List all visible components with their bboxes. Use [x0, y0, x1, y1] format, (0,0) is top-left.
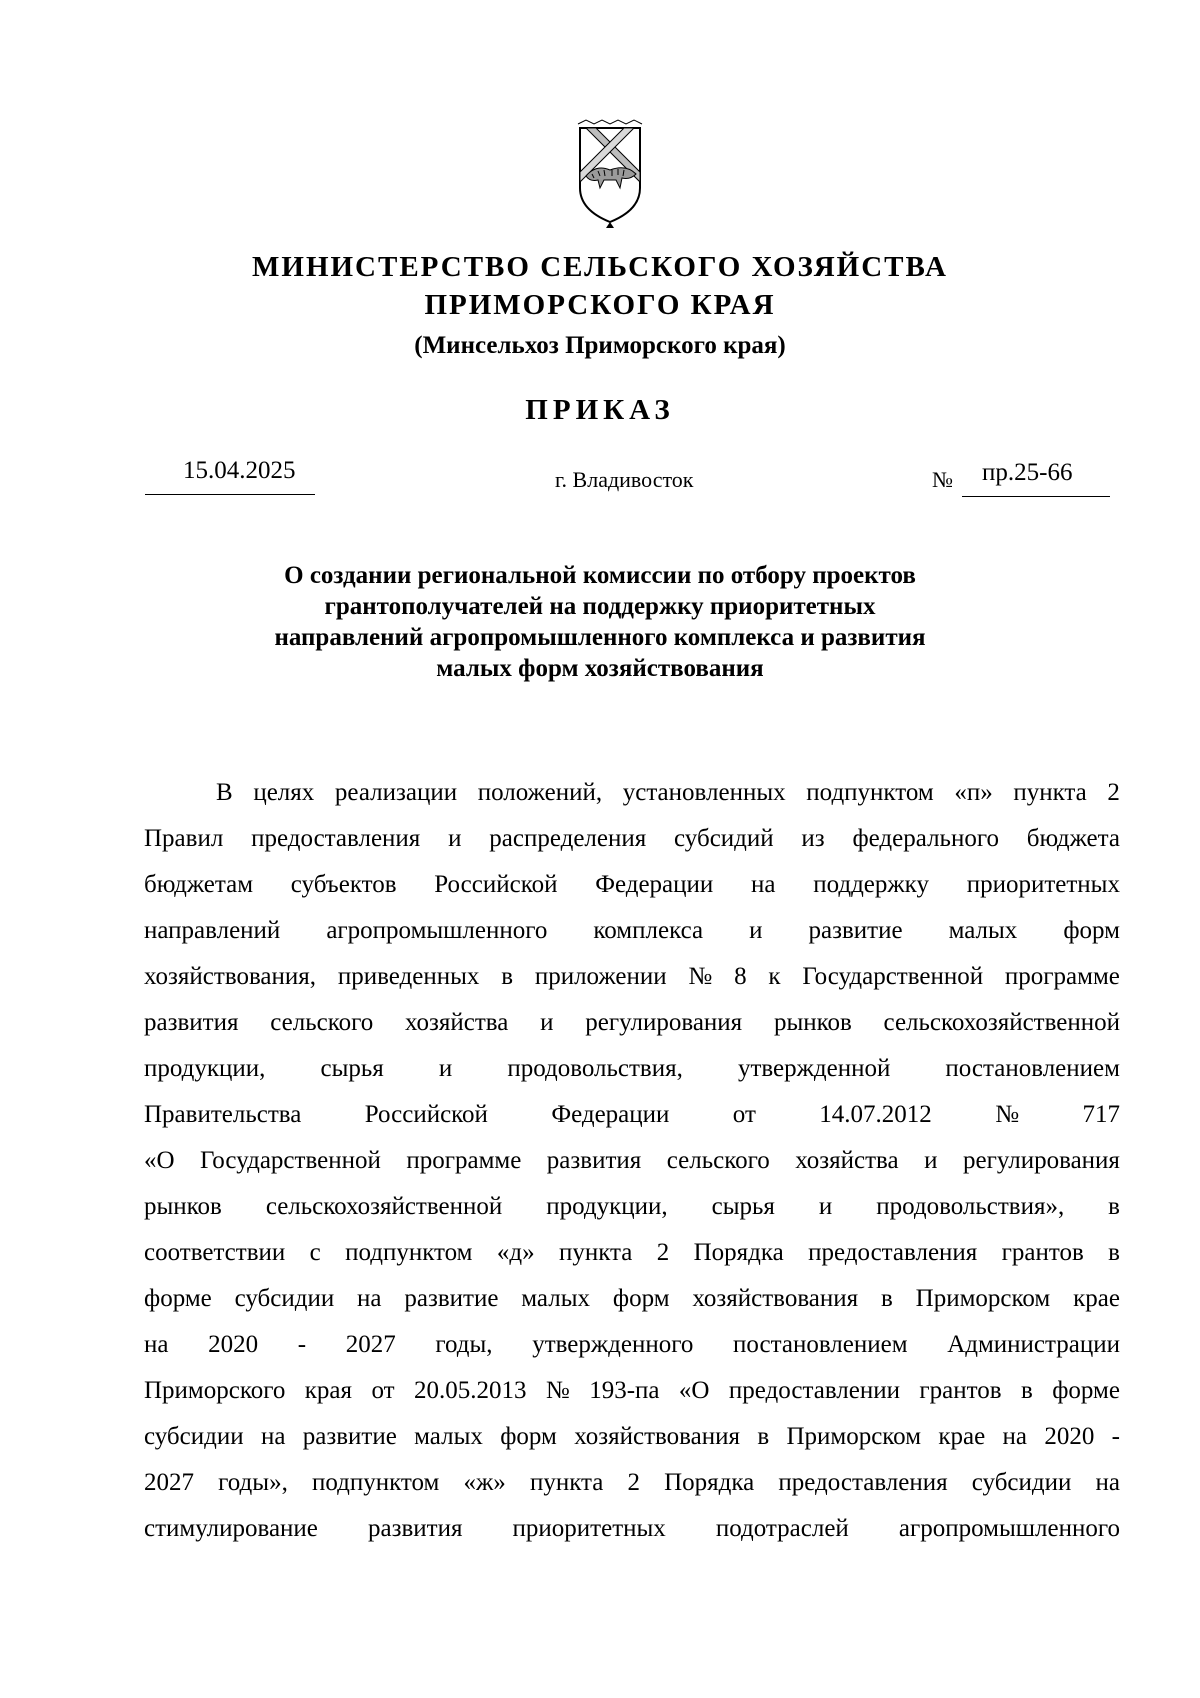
body-word: Администрации	[947, 1331, 1120, 1358]
document-city: г. Владивосток	[555, 467, 694, 492]
body-word: на	[357, 1285, 382, 1312]
body-word: на	[260, 1423, 286, 1450]
body-word: №	[995, 1101, 1020, 1128]
body-word: хозяйствования,	[144, 963, 317, 990]
body-word: грантов	[919, 1377, 1002, 1404]
body-word: рынков	[773, 1009, 852, 1036]
body-word: 2027	[144, 1469, 194, 1496]
ministry-short-name: (Минсельхоз Приморского края)	[414, 332, 786, 359]
body-word: предоставления	[778, 1469, 948, 1496]
body-line	[144, 1322, 1120, 1368]
body-word: Российской	[434, 871, 558, 898]
body-word: годы,	[435, 1331, 493, 1358]
body-word: из	[801, 825, 825, 852]
body-word: приведенных	[337, 963, 480, 990]
body-word: установленных	[622, 779, 786, 806]
body-word: субсидии	[144, 1423, 244, 1450]
body-word: Государственной	[802, 963, 984, 990]
body-word: подпунктом	[311, 1469, 440, 1496]
body-word: Государственной	[200, 1147, 381, 1174]
body-word: Порядка	[693, 1239, 784, 1266]
body-word: Порядка	[664, 1469, 755, 1496]
body-word: развитие	[404, 1285, 499, 1312]
subject-line: грантополучателей на поддержку приоритетных	[324, 593, 876, 620]
body-word: В	[216, 779, 233, 806]
body-word: 717	[1082, 1101, 1120, 1128]
body-word: края	[304, 1377, 353, 1404]
body-word: Федерации	[595, 871, 714, 898]
body-line	[144, 1230, 1120, 1276]
body-line	[144, 1276, 1120, 1322]
body-word: предоставления	[808, 1239, 978, 1266]
body-word: 2020	[1044, 1423, 1095, 1450]
body-word: 2	[627, 1469, 640, 1496]
body-line	[144, 1184, 1120, 1230]
body-word: сельского	[666, 1147, 770, 1174]
body-word: и	[924, 1147, 938, 1174]
body-word: 8	[734, 963, 747, 990]
body-word: подпунктом	[806, 779, 934, 806]
body-word: в	[1108, 1193, 1120, 1220]
body-word: от	[371, 1377, 395, 1404]
body-word: сельскохозяйственной	[265, 1193, 503, 1220]
body-word: комплекса	[593, 917, 704, 944]
body-word: развития	[144, 1009, 239, 1036]
subject-line: малых форм хозяйствования	[436, 655, 764, 682]
body-word: бюджетам	[144, 871, 254, 898]
body-word: сельского	[270, 1009, 374, 1036]
body-word: и	[448, 825, 462, 852]
body-word: «д»	[496, 1239, 535, 1266]
body-word: развитие	[302, 1423, 397, 1450]
body-word: субсидии	[971, 1469, 1072, 1496]
body-word: программе	[406, 1147, 522, 1174]
body-word: 2020	[208, 1331, 259, 1358]
body-word: малых	[414, 1423, 483, 1450]
body-word: федерального	[852, 825, 999, 852]
body-word: форм	[500, 1423, 557, 1450]
body-word: соответствии	[144, 1239, 286, 1266]
body-word: пункта	[529, 1469, 604, 1496]
body-word: на	[1002, 1423, 1028, 1450]
subject-line: О создании региональной комиссии по отбору проектов	[284, 562, 916, 589]
body-word: целях	[253, 779, 315, 806]
body-word: приоритетных	[966, 871, 1120, 898]
body-word: продовольствия,	[507, 1055, 683, 1082]
body-word: сельскохозяйственной	[883, 1009, 1120, 1036]
body-word: агропромышленного	[898, 1515, 1120, 1542]
body-word: сырья	[711, 1193, 775, 1220]
body-line	[144, 862, 1120, 908]
ministry-name-line1: МИНИСТЕРСТВО СЕЛЬСКОГО ХОЗЯЙСТВА	[252, 251, 948, 283]
body-word: 193-па	[589, 1377, 660, 1404]
ministry-name-line2: ПРИМОРСКОГО КРАЯ	[424, 289, 776, 321]
body-word: малых	[948, 917, 1018, 944]
body-line	[144, 816, 1120, 862]
body-word: в	[501, 963, 514, 990]
body-word: Приморского	[144, 1377, 286, 1404]
body-word: приложении	[534, 963, 667, 990]
body-word: форме	[144, 1285, 212, 1312]
body-word: реализации	[334, 779, 458, 806]
body-word: крае	[1073, 1285, 1120, 1312]
body-word: с	[309, 1239, 321, 1266]
body-word: сырья	[320, 1055, 384, 1082]
body-line	[144, 1138, 1120, 1184]
body-word: и	[438, 1055, 453, 1082]
body-word: рынков	[144, 1193, 222, 1220]
body-word: и	[749, 917, 763, 944]
body-word: Федерации	[551, 1101, 670, 1128]
date-field	[145, 456, 315, 495]
body-word: направлений	[144, 917, 281, 944]
body-word: 20.05.2013	[413, 1377, 527, 1404]
body-word: хозяйствования	[574, 1423, 740, 1450]
body-word: продукции,	[144, 1055, 266, 1082]
body-word: бюджета	[1026, 825, 1120, 852]
body-word: годы»,	[218, 1469, 288, 1496]
body-word: на	[1095, 1469, 1120, 1496]
body-word: малых	[521, 1285, 591, 1312]
body-line	[144, 1092, 1120, 1138]
body-word: «О	[144, 1147, 175, 1174]
body-word: Правительства	[144, 1101, 302, 1128]
body-word: постановлением	[945, 1055, 1120, 1082]
body-word: регулирования	[962, 1147, 1120, 1174]
document-subject	[200, 560, 1000, 684]
body-line	[144, 1460, 1120, 1506]
document-number: пр.25-66	[982, 459, 1073, 486]
body-word: форме	[1052, 1377, 1120, 1404]
body-word: в	[757, 1423, 770, 1450]
body-word: от	[732, 1101, 756, 1128]
subject-line: направлений агропромышленного комплекса и развития	[274, 624, 926, 651]
document-body	[144, 770, 1120, 1552]
body-word: 2	[1107, 779, 1120, 806]
coat-of-arms-icon	[572, 118, 648, 230]
body-word: постановлением	[733, 1331, 908, 1358]
body-line	[144, 1506, 1120, 1552]
body-word: №	[688, 963, 713, 990]
body-word: в	[881, 1285, 893, 1312]
body-word: стимулирование	[144, 1515, 318, 1542]
body-word: утвержденного	[532, 1331, 694, 1358]
body-word: 2	[656, 1239, 670, 1266]
body-word: к	[768, 963, 781, 990]
body-word: субъектов	[290, 871, 397, 898]
body-word: форм	[1063, 917, 1120, 944]
body-word: Российской	[364, 1101, 488, 1128]
body-word: хозяйства	[795, 1147, 899, 1174]
body-word: Приморском	[786, 1423, 922, 1450]
body-word: форм	[612, 1285, 670, 1312]
body-line	[144, 1414, 1120, 1460]
body-word: на	[144, 1331, 169, 1358]
number-sign: №	[932, 467, 953, 492]
body-line	[144, 1000, 1120, 1046]
body-word: «п»	[954, 779, 993, 806]
body-word: субсидии	[234, 1285, 335, 1312]
body-word: Правил	[144, 825, 224, 852]
body-word: подпунктом	[345, 1239, 473, 1266]
body-word: пункта	[558, 1239, 633, 1266]
body-word: в	[1020, 1377, 1033, 1404]
body-word: хозяйствования	[692, 1285, 859, 1312]
number-field	[962, 458, 1110, 497]
body-word: №	[545, 1377, 570, 1404]
body-word: развития	[546, 1147, 642, 1174]
body-word: грантов	[1001, 1239, 1084, 1266]
body-word: положений,	[477, 779, 603, 806]
body-word: 14.07.2012	[819, 1101, 932, 1128]
body-word: развития	[367, 1515, 463, 1542]
body-word: предоставлении	[728, 1377, 900, 1404]
body-word: на	[751, 871, 776, 898]
body-word: продукции,	[546, 1193, 668, 1220]
body-word: пункта	[1013, 779, 1087, 806]
document-date: 15.04.2025	[183, 457, 296, 484]
body-line	[144, 1368, 1120, 1414]
body-word: «О	[678, 1377, 710, 1404]
body-word: -	[1111, 1423, 1120, 1450]
body-word: -	[297, 1331, 307, 1358]
body-word: утвержденной	[737, 1055, 891, 1082]
body-word: агропромышленного	[326, 917, 548, 944]
body-word: поддержку	[813, 871, 929, 898]
body-word: продовольствия»,	[876, 1193, 1065, 1220]
body-word: 2027	[345, 1331, 396, 1358]
body-line	[144, 954, 1120, 1000]
body-word: приоритетных	[512, 1515, 666, 1542]
body-word: распределения	[489, 825, 647, 852]
body-word: в	[1108, 1239, 1120, 1266]
body-word: Приморском	[915, 1285, 1051, 1312]
body-line	[144, 908, 1120, 954]
body-word: предоставления	[251, 825, 421, 852]
document-type: ПРИКАЗ	[525, 394, 675, 426]
body-line	[144, 1046, 1120, 1092]
body-word: субсидий	[674, 825, 774, 852]
body-word: программе	[1004, 963, 1120, 990]
body-line	[144, 770, 1120, 816]
body-word: и	[540, 1009, 554, 1036]
body-word: и	[818, 1193, 833, 1220]
body-word: развитие	[808, 917, 903, 944]
body-word: хозяйства	[404, 1009, 509, 1036]
body-word: регулирования	[585, 1009, 743, 1036]
body-word: крае	[938, 1423, 986, 1450]
body-word: подотраслей	[715, 1515, 849, 1542]
body-word: «ж»	[463, 1469, 506, 1496]
